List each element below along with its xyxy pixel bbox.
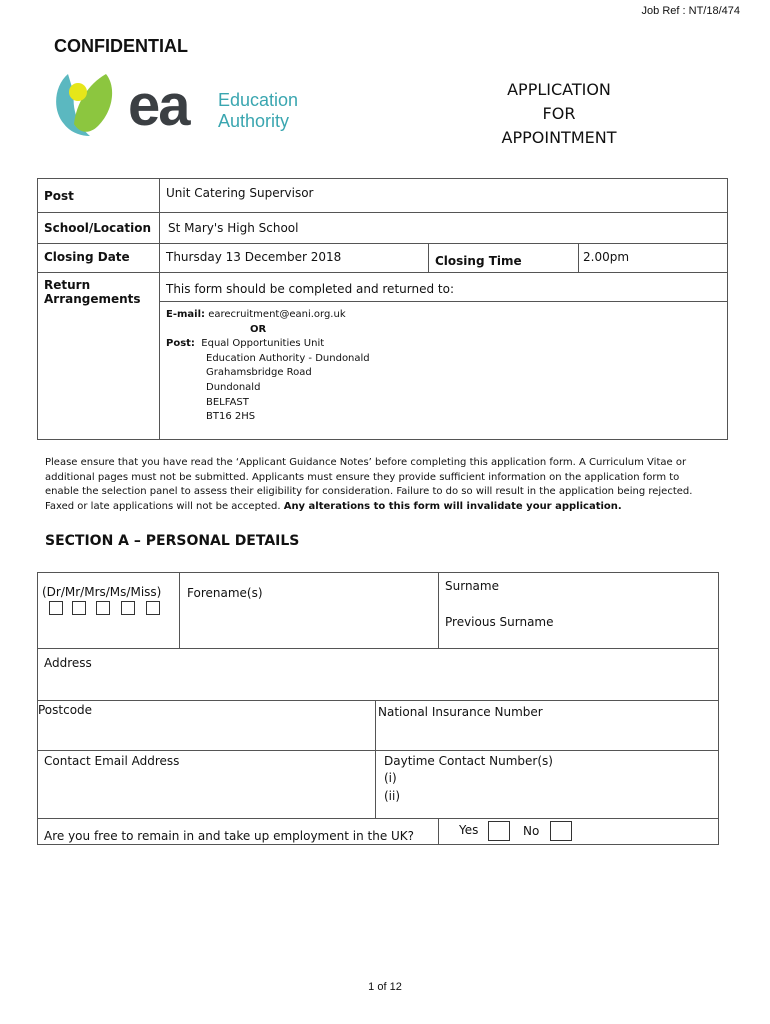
return-label-line: Arrangements (44, 292, 141, 306)
no-checkbox[interactable] (550, 821, 572, 841)
form-title-line: APPOINTMENT (501, 128, 617, 147)
page-number: 1 of 12 (368, 981, 402, 993)
yes-label: Yes (459, 823, 479, 837)
title-mrs-checkbox[interactable] (96, 601, 110, 615)
email-field[interactable]: Contact Email Address (44, 754, 180, 768)
postcode-field[interactable]: Postcode (38, 703, 93, 717)
post-label: Post (44, 189, 74, 203)
title-mr-checkbox[interactable] (72, 601, 86, 615)
forename-field[interactable]: Forename(s) (187, 586, 263, 600)
or-separator: OR (250, 323, 267, 335)
surname-field[interactable]: Surname (445, 579, 499, 593)
return-label-line: Return (44, 278, 91, 292)
logo-line-1: Education (218, 90, 299, 110)
return-label (38, 273, 159, 306)
address-line: BELFAST (206, 396, 249, 408)
address-line: Grahamsbridge Road (206, 367, 312, 379)
form-title (476, 78, 642, 150)
daytime-number-field[interactable]: Daytime Contact Number(s) (384, 754, 553, 768)
personal-details-grid (37, 572, 719, 845)
daytime-number-1[interactable]: (i) (384, 771, 397, 785)
email-link[interactable]: earecruitment@eani.org.uk (208, 309, 346, 320)
closing-time-label: Closing Time (435, 254, 522, 268)
title-options-label: (Dr/Mr/Mrs/Ms/Miss) (42, 585, 162, 599)
school-label: School/Location (44, 221, 152, 235)
post-details-table (37, 178, 728, 440)
no-label: No (523, 824, 540, 838)
address-line: Education Authority - Dundonald (206, 352, 370, 364)
return-address (160, 302, 727, 425)
address-line: Dundonald (206, 381, 261, 393)
title-ms-checkbox[interactable] (121, 601, 135, 615)
uk-eligibility-question: Are you free to remain in and take up employment in the UK? (44, 829, 415, 843)
notice-warning: Any alterations to this form will invalidate your application. (283, 500, 622, 512)
confidential-heading: CONFIDENTIAL (54, 36, 188, 56)
yes-checkbox[interactable] (488, 821, 510, 841)
notice-text: Please ensure that you have read the ‘Applicant Guidance Notes’ before completing this application form. A Curriculum Vitae or additional pages must not be submitted. Applicants must ensure they provide sufficient information on the application form to enable the selection panel to assess their eligibility for consideration. Failure to do so will result in the application being rejected. Faxed or late applications will not be accepted. (45, 457, 693, 512)
return-instructions: This form should be completed and returned to: (166, 282, 454, 296)
daytime-number-2[interactable]: (ii) (384, 789, 401, 803)
post-value[interactable]: Unit Catering Supervisor (166, 186, 314, 200)
address-field[interactable]: Address (44, 656, 92, 670)
closing-date-value[interactable]: Thursday 13 December 2018 (166, 250, 342, 264)
address-line: BT16 2HS (206, 411, 256, 423)
form-title-line: APPLICATION (507, 80, 611, 99)
address-line: Equal Opportunities Unit (201, 338, 325, 350)
title-dr-checkbox[interactable] (49, 601, 63, 615)
guidance-notice (45, 456, 715, 514)
email-label: E-mail: (166, 309, 206, 320)
ni-number-field[interactable]: National Insurance Number (378, 705, 543, 719)
post-address-label: Post: (166, 338, 195, 350)
title-miss-checkbox[interactable] (146, 601, 160, 615)
closing-time-value[interactable]: 2.00pm (583, 250, 630, 264)
previous-surname-field[interactable]: Previous Surname (445, 615, 554, 629)
section-a-heading: SECTION A – PERSONAL DETAILS (45, 533, 300, 549)
form-title-line: FOR (542, 104, 576, 123)
logo-line-2: Authority (218, 111, 290, 131)
education-authority-logo (50, 66, 325, 146)
school-value[interactable]: St Mary's High School (168, 221, 299, 235)
job-reference: Job Ref : NT/18/474 (641, 5, 740, 17)
logo-mark: ea (128, 73, 189, 138)
logo-leaf-icon (50, 66, 130, 146)
closing-date-label: Closing Date (44, 250, 130, 264)
